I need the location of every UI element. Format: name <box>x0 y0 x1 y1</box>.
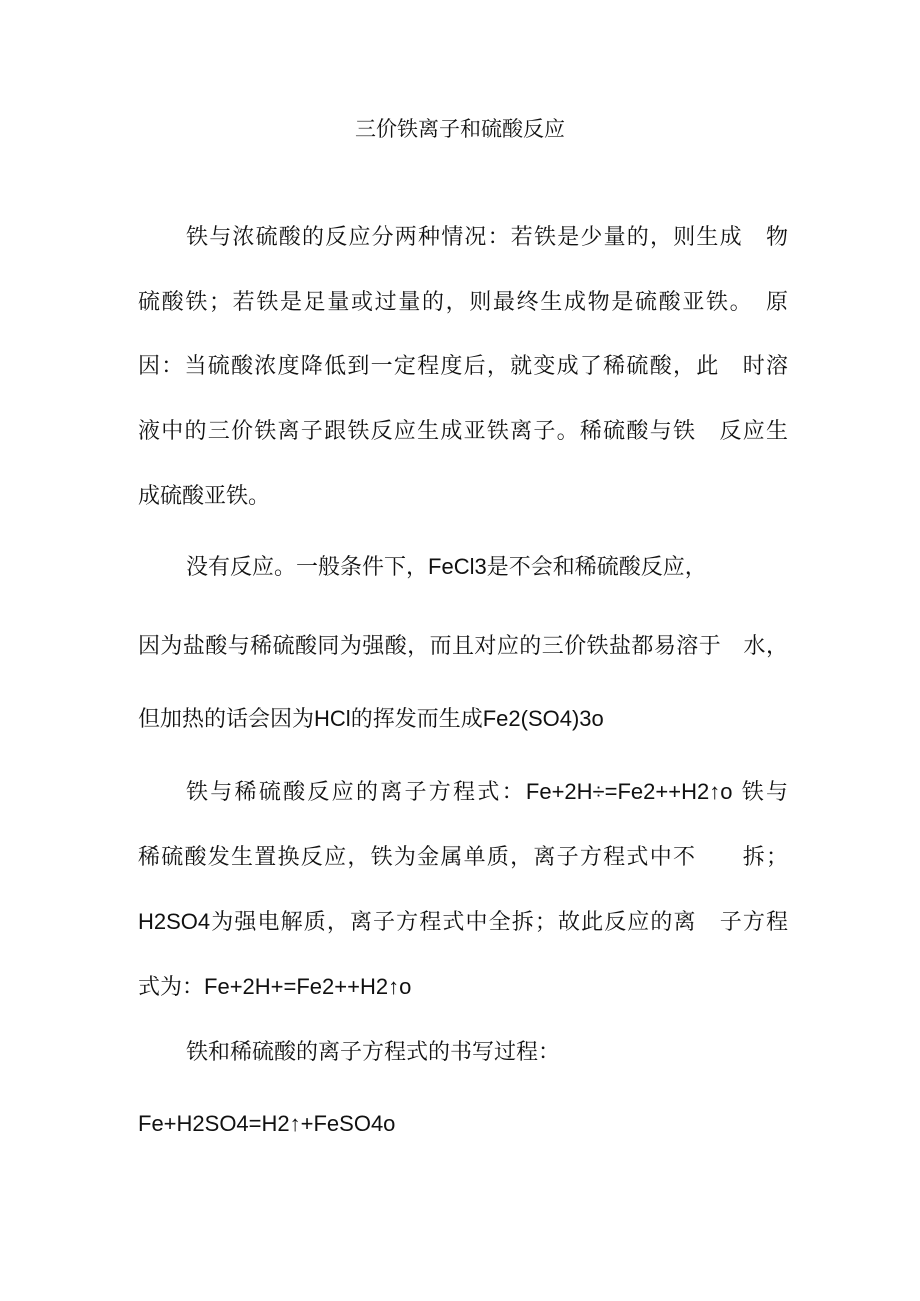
paragraph1-line2: 硫酸铁；若铁是足量或过量的，则最终生成物是硫酸亚铁。 原 <box>138 290 788 315</box>
paragraph4-line1: 铁和稀硫酸的离子方程式的书写过程： <box>186 1040 561 1065</box>
paragraph2-line2: 因为盐酸与稀硫酸同为强酸，而且对应的三价铁盐都易溶于 水， <box>138 634 788 659</box>
paragraph1-line1: 铁与浓硫酸的反应分两种情况：若铁是少量的，则生成 物 <box>186 225 788 250</box>
paragraph3-line4 <box>138 971 788 1004</box>
paragraph2-line1-text-c: 是不会和稀硫酸反应， <box>486 555 707 580</box>
formula-molecular-equation: Fe+H2SO4=H2↑+FeSO4o <box>138 1111 396 1136</box>
formula-fecl3: FeCl3 <box>428 554 487 579</box>
paragraph2-line3-text-a: 但加热的话会因为 <box>138 707 315 732</box>
paragraph3-line4-text-a: 式为： <box>138 975 205 1000</box>
paragraph2-line1 <box>186 551 788 584</box>
paragraph2-line3 <box>138 703 788 736</box>
paragraph3-line3 <box>138 906 788 939</box>
paragraph1-line5: 成硫酸亚铁。 <box>138 484 271 509</box>
paragraph2-line3-text-c: 的挥发而生成 <box>350 707 483 732</box>
formula-hcl: HCl <box>314 706 351 731</box>
paragraph3-line1-text-a: 铁与稀硫酸反应的离子方程式： <box>186 780 526 805</box>
formula-ionic-equation-2: Fe+2H+=Fe2++H2↑o <box>204 974 412 999</box>
paragraph1-line4: 液中的三价铁离子跟铁反应生成亚铁离子。稀硫酸与铁 反应生 <box>138 419 788 444</box>
formula-fe2so43: Fe2(SO4)3o <box>482 706 604 731</box>
paragraph1-line3: 因：当硫酸浓度降低到一定程度后，就变成了稀硫酸，此 时溶 <box>138 354 788 379</box>
paragraph3-line2: 稀硫酸发生置换反应，铁为金属单质，离子方程式中不 拆； <box>138 845 788 870</box>
paragraph2-line1-text-a: 没有反应。一般条件下， <box>186 555 429 580</box>
formula-ionic-equation-1: Fe+2H÷=Fe2++H2↑o <box>525 779 733 804</box>
formula-h2so4: H2SO4 <box>138 909 211 934</box>
document-title: 三价铁离子和硫酸反应 <box>355 117 565 141</box>
paragraph3-line1-text-c: 铁与 <box>732 780 788 805</box>
paragraph3-line1 <box>186 776 788 809</box>
paragraph3-line3-text-b: 为强电解质，离子方程式中全拆；故此反应的离 子方程 <box>210 910 788 935</box>
